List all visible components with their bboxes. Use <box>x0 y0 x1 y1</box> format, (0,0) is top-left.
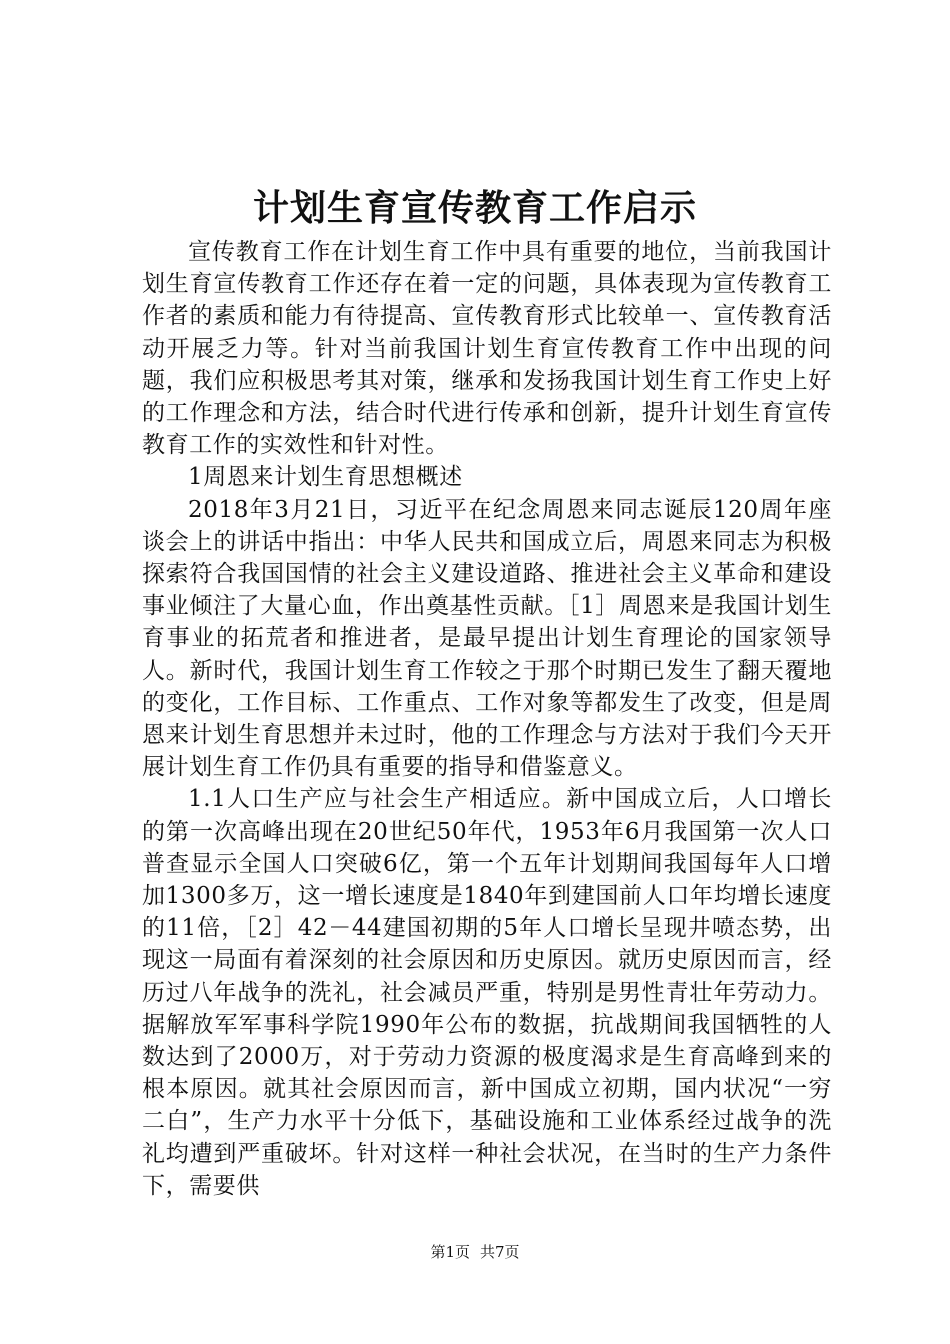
page-total: 共7页 <box>480 1243 520 1261</box>
document-body <box>142 236 832 1202</box>
section-heading: 1周恩来计划生育思想概述 <box>188 464 463 491</box>
page-number: 第1页 <box>430 1243 470 1261</box>
paragraph-intro: 宣传教育工作在计划生育工作中具有重要的地位，当前我国计划生育宣传教育工作还存在着一定的问题，具体表现为宣传教育工作者的素质和能力有待提高、宣传教育形式比较单一、宣传教育活动开展乏力等。针对当前我国计划生育宣传教育工作中出现的问题，我们应积极思考其对策，继承和发扬我国计划生育工作史上好的工作理念和方法，结合时代进行传承和创新，提升计划生育宣传教育工作的实效性和针对性。 <box>142 239 832 459</box>
paragraph-section-1-1: 1.1人口生产应与社会生产相适应。新中国成立后，人口增长的第一次高峰出现在20世纪50年代，1953年6月我国第一次人口普查显示全国人口突破6亿，第一个五年计划期间我国每年人口增加1300多万，这一增长速度是1840年到建国前人口年均增长速度的11倍，［2］42－44建国初期的5年人口增长呈现井喷态势，出现这一局面有着深刻的社会原因和历史原因。就历史原因而言，经历过八年战争的洗礼，社会减员严重，特别是男性青壮年劳动力。据解放军军事科学院1990年公布的数据，抗战期间我国牺牲的人数达到了2000万，对于劳动力资源的极度渴求是生育高峰到来的根本原因。就其社会原因而言，新中国成立初期，国内状况“一穷二白”，生产力水平十分低下，基础设施和工业体系经过战争的洗礼均遭到严重破坏。针对这样一种社会状况，在当时的生产力条件下，需要供 <box>142 786 832 1199</box>
page-footer <box>0 1242 950 1262</box>
document-title: 计划生育宣传教育工作启示 <box>252 187 697 229</box>
paragraph-section-1: 2018年3月21日，习近平在纪念周恩来同志诞辰120周年座谈会上的讲话中指出：中华人民共和国成立后，周恩来同志为积极探索符合我国国情的社会主义建设道路、推进社会主义革命和建设事业倾注了大量心血，作出奠基性贡献。［1］周恩来是我国计划生育事业的拓荒者和推进者，是最早提出计划生育理论的国家领导人。新时代，我国计划生育工作较之于那个时期已发生了翻天覆地的变化，工作目标、工作重点、工作对象等都发生了改变，但是周恩来计划生育思想并未过时，他的工作理念与方法对于我们今天开展计划生育工作仍具有重要的指导和借鉴意义。 <box>142 496 832 781</box>
